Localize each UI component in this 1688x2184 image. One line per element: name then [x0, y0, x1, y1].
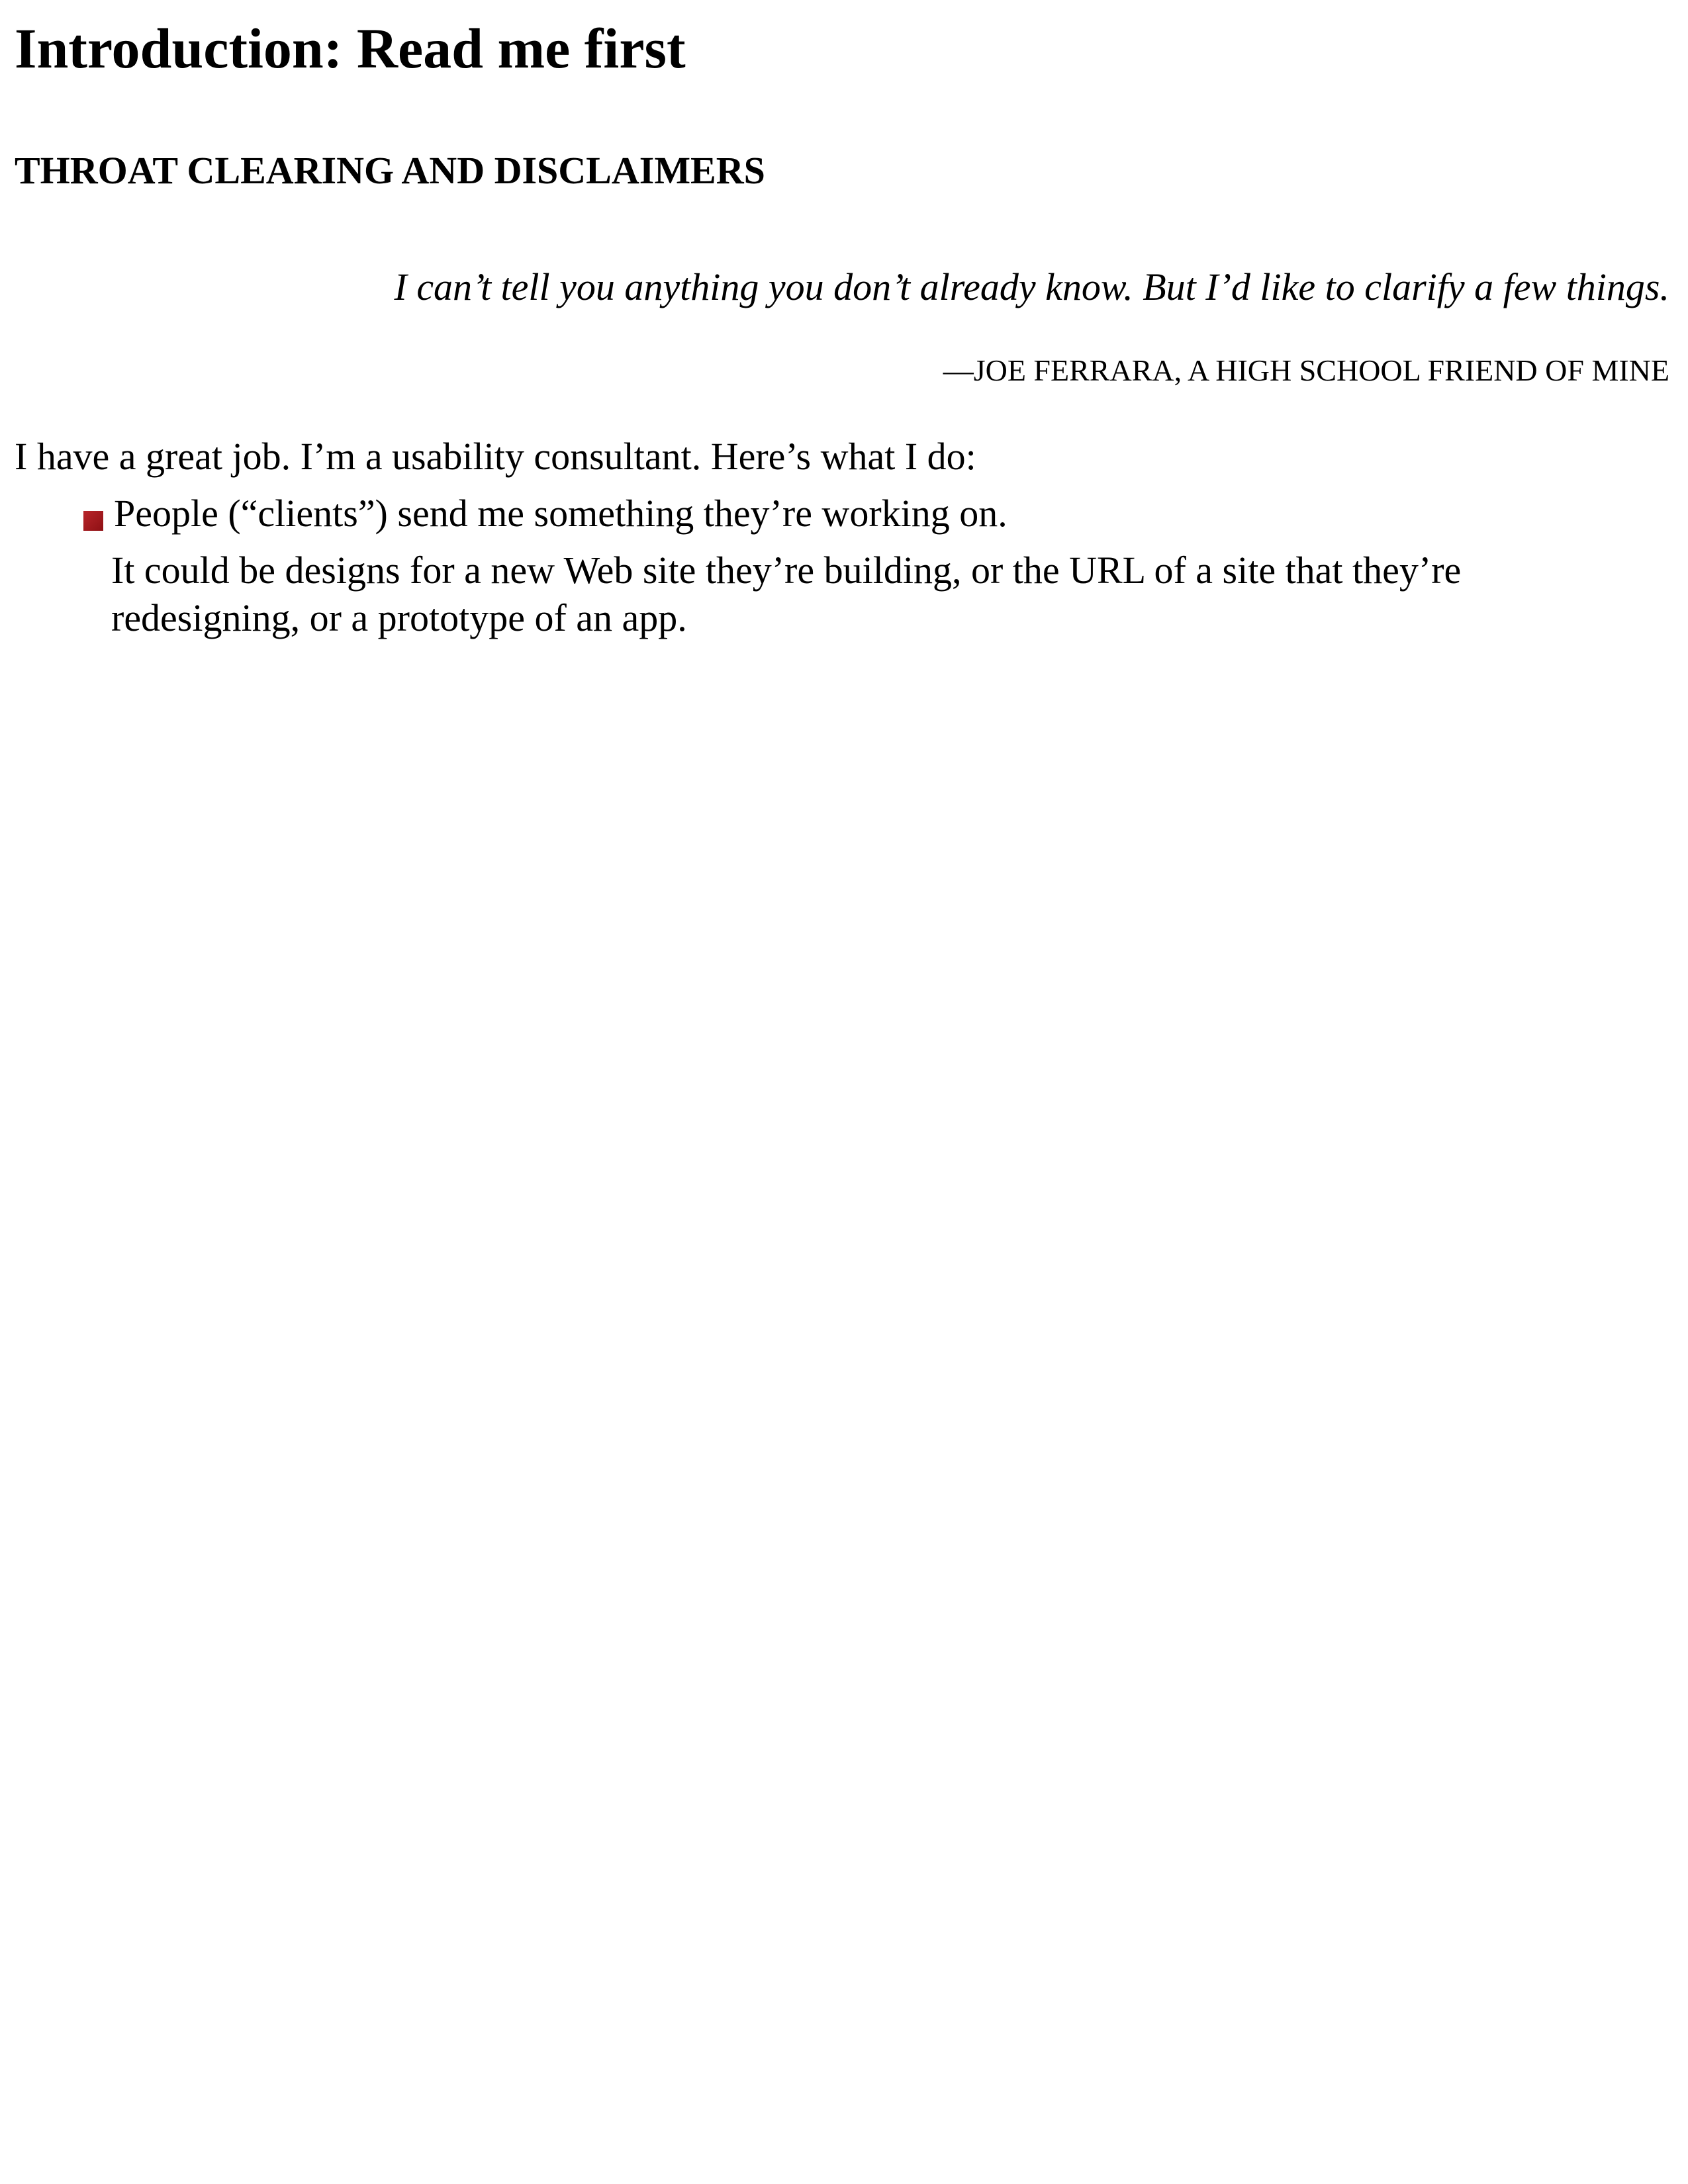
chapter-title: Introduction: Read me first [15, 17, 686, 80]
epigraph-attribution: —JOE FERRARA, A HIGH SCHOOL FRIEND OF MINE [943, 353, 1669, 387]
list-item-text: People (“clients”) send me something they’re working on. [114, 492, 1008, 535]
section-heading: THROAT CLEARING AND DISCLAIMERS [15, 149, 765, 192]
epigraph-quote: I can’t tell you anything you don’t already know. But I’d like to clarify a few things. [394, 265, 1669, 308]
list-item [83, 490, 1008, 537]
body-paragraph: I have a great job. I’m a usability consultant. Here’s what I do: [15, 435, 976, 478]
list-item-detail: It could be designs for a new Web site they’re building, or the URL of a site that they’re redesigning, or a prototype of an app. [111, 549, 1462, 639]
square-bullet-icon [83, 511, 103, 531]
